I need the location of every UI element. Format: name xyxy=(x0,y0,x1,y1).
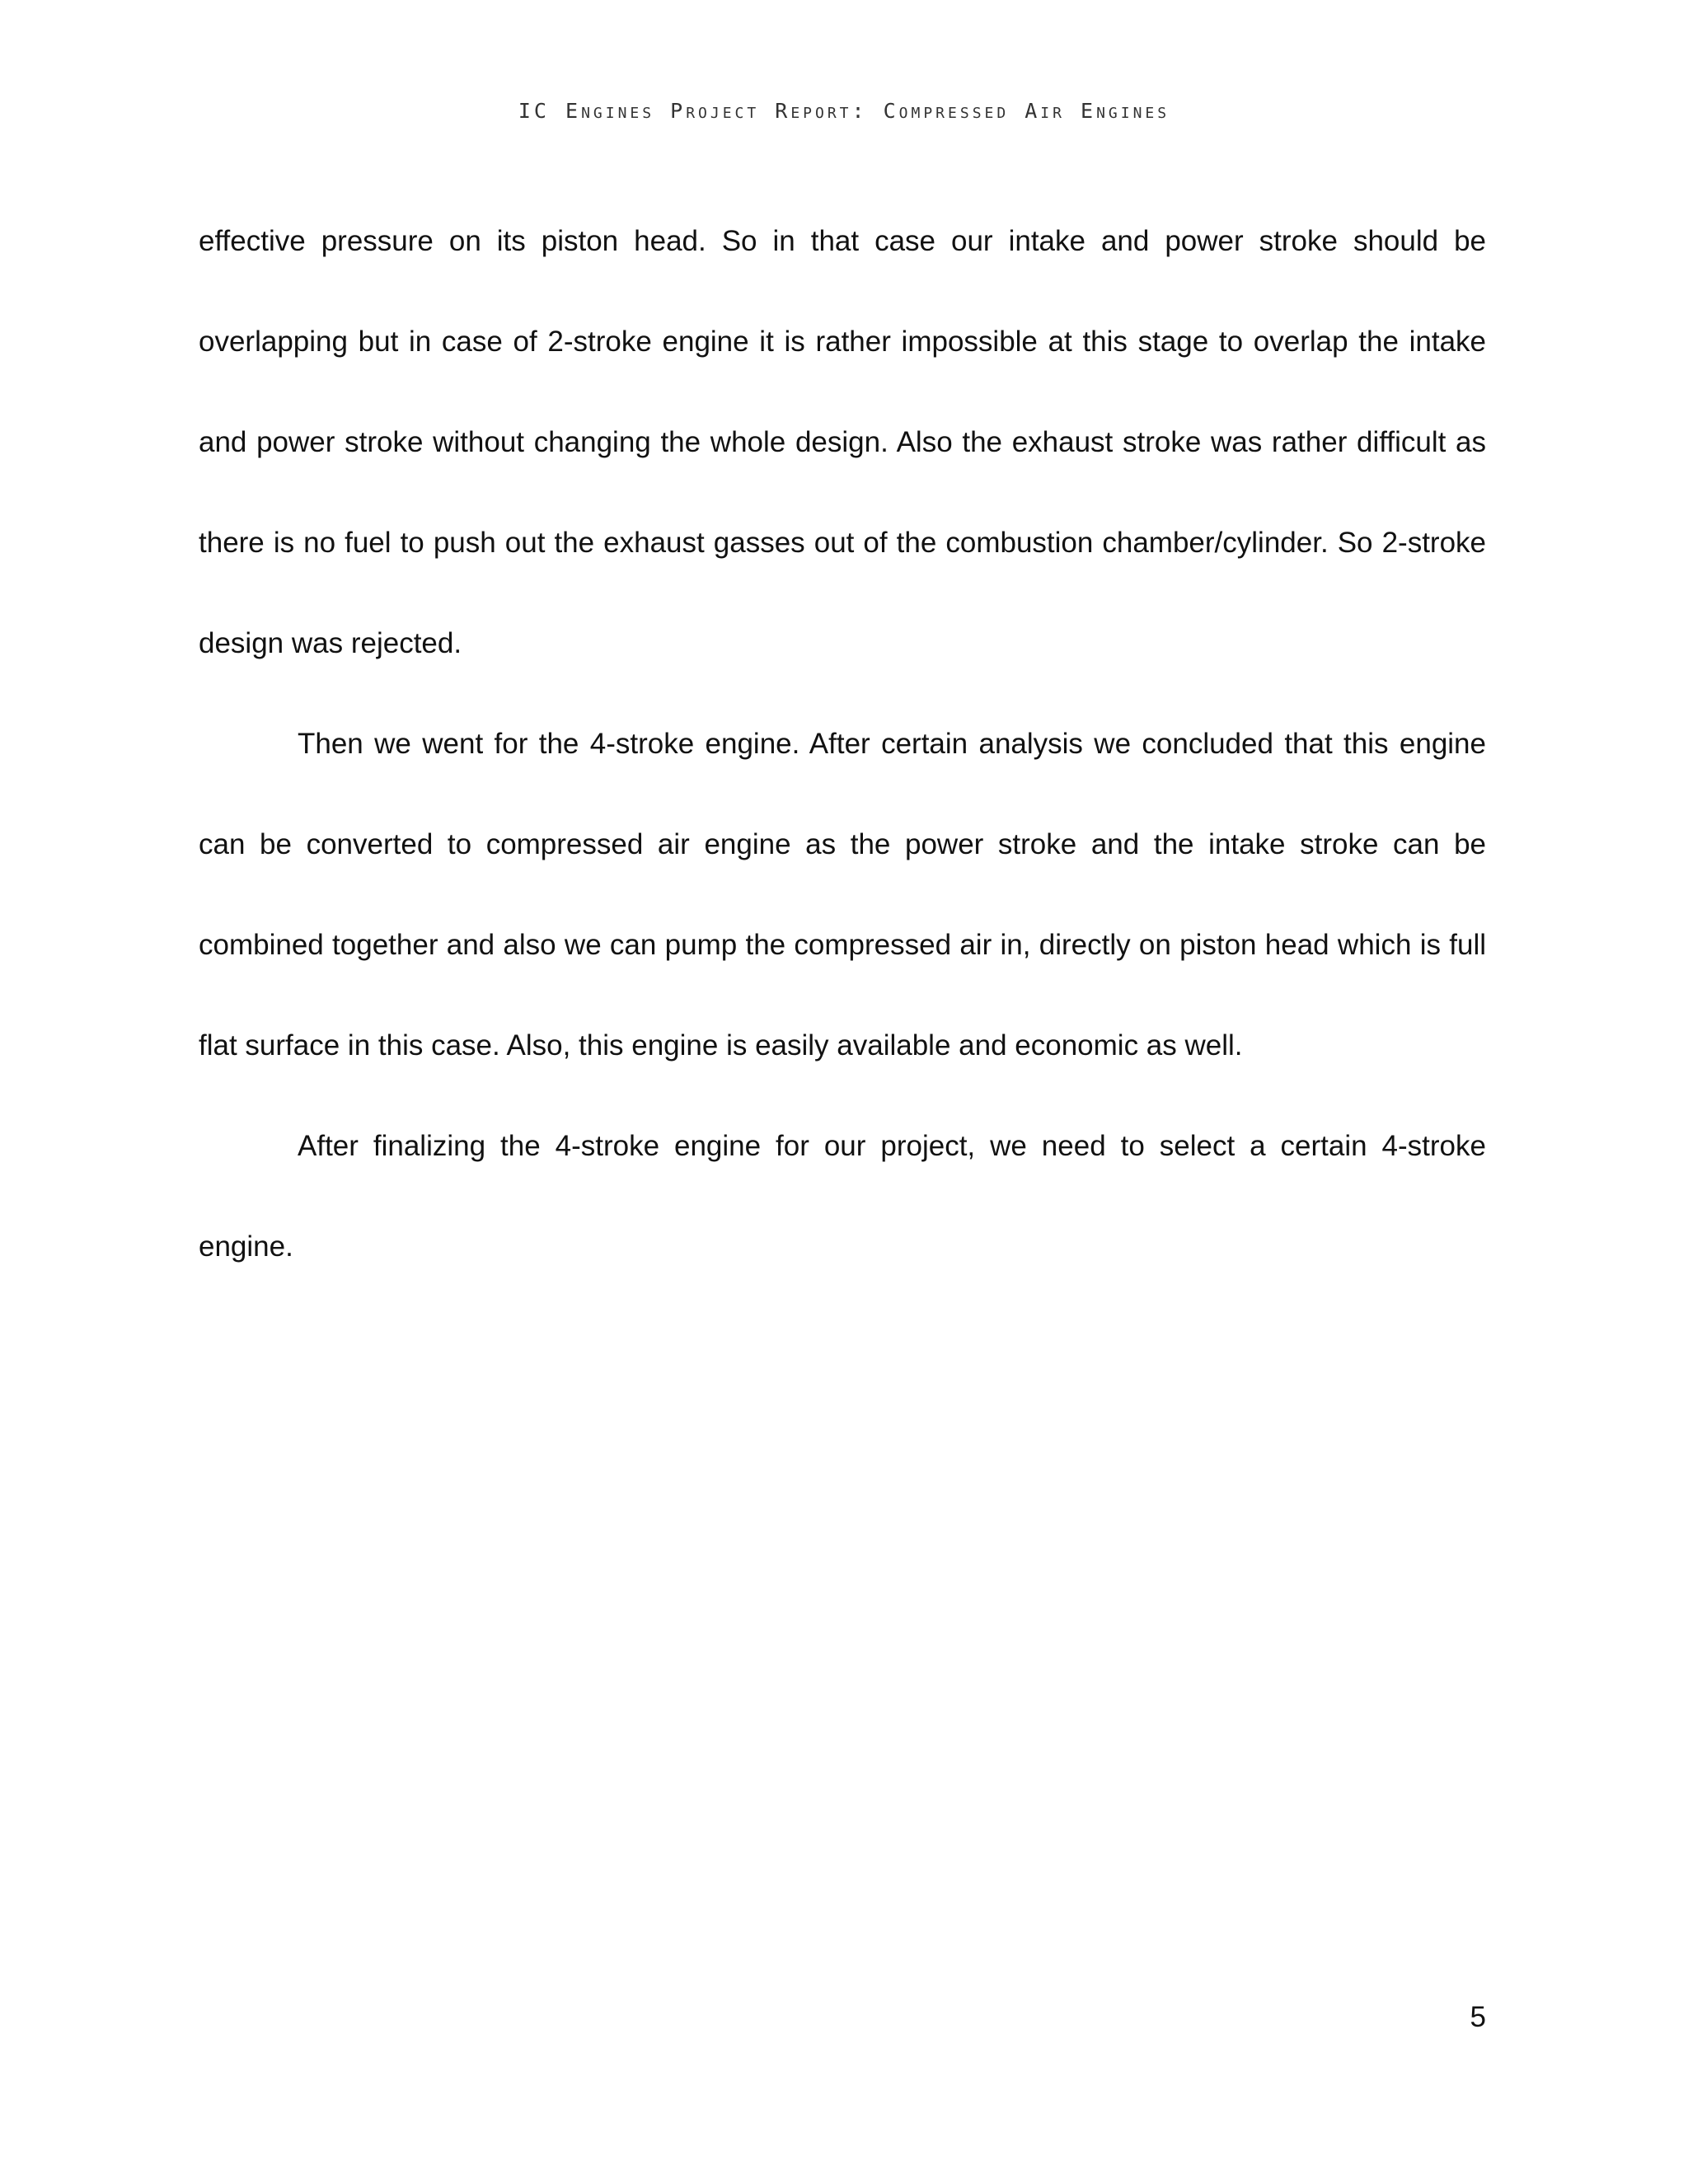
paragraph-engine-selection: After finalizing the 4-stroke engine for our project, we need to select a certain 4-stroke engine. xyxy=(199,1130,1486,1263)
paragraph-four-stroke-analysis: Then we went for the 4-stroke engine. After certain analysis we concluded that this engine can be converted to compressed air engine as the power stroke and the intake stroke can be combined together and also we can pump the compressed air in, directly on piston head which is full flat surface in this case. Also, this engine is easily available and economic as well. xyxy=(199,728,1486,1062)
page-number: 5 xyxy=(1470,2001,1486,2033)
paragraph-continuation: effective pressure on its piston head. So in that case our intake and power stroke should be overlapping but in case of 2-stroke engine it is rather impossible at this stage to overlap the intake and power stroke without changing the whole design. Also the exhaust stroke was rather difficult as there is no fuel to push out the exhaust gasses out of the combustion chamber/cylinder. So 2-stroke design was rejected. xyxy=(199,225,1486,659)
running-header: IC Engines Project Report: Compressed Air Engines xyxy=(518,99,1170,123)
body-text xyxy=(199,191,1486,1297)
